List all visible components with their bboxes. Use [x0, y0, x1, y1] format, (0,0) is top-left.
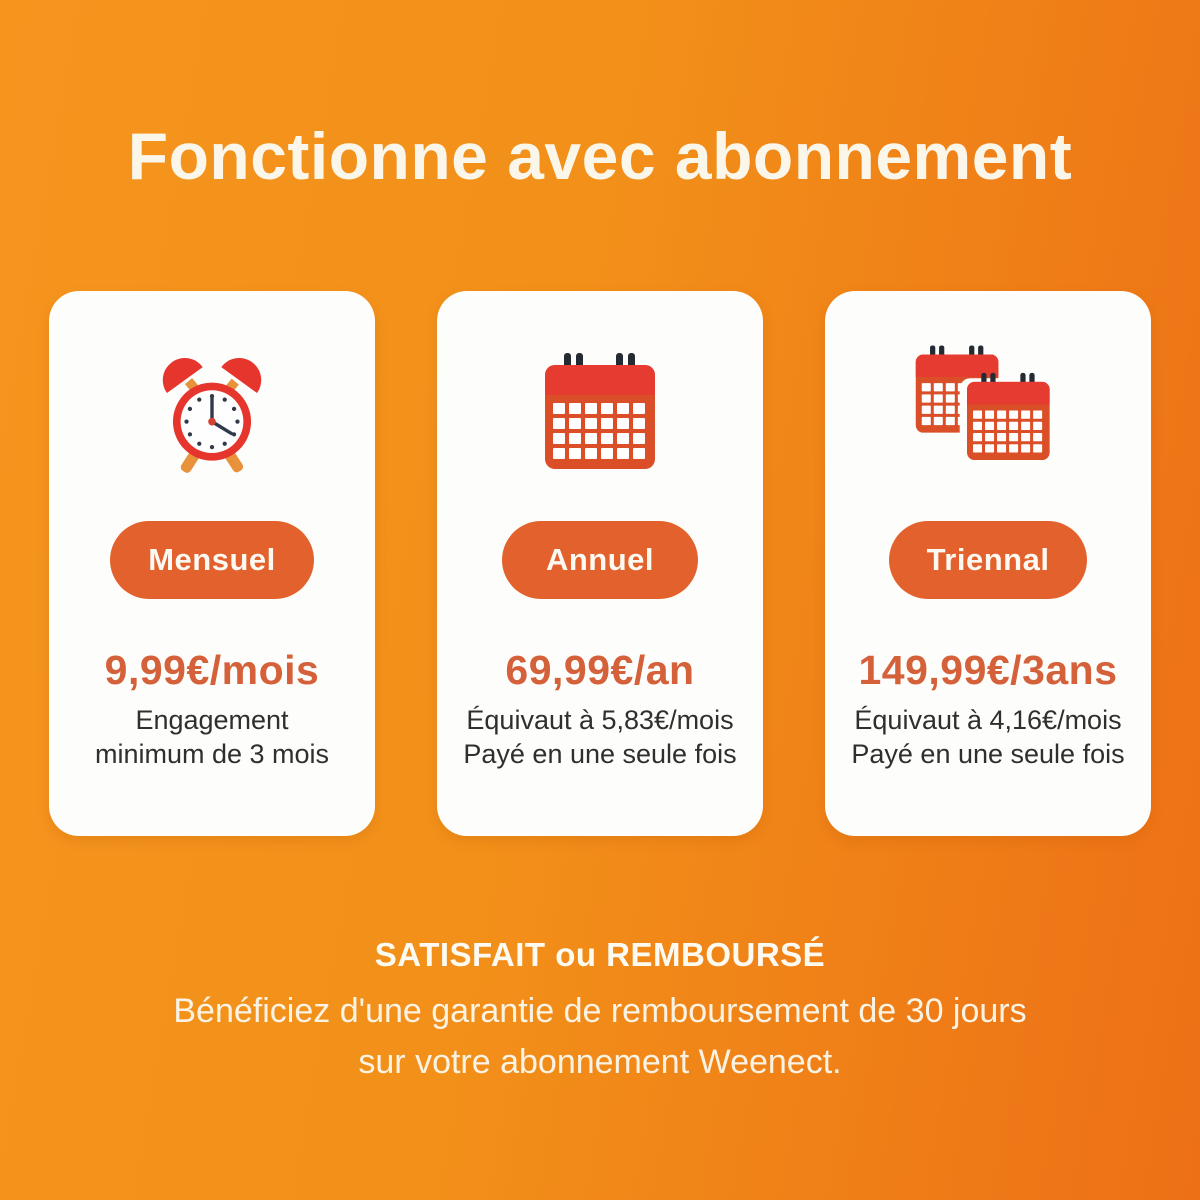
plan-desc-line: minimum de 3 mois — [94, 739, 330, 770]
plan-desc-triennal — [851, 704, 1124, 772]
plan-price-triennal: 149,99€/3ans — [858, 647, 1118, 694]
guarantee-section — [173, 936, 1026, 1088]
guarantee-line-2: sur votre abonnement Weenect. — [358, 1043, 842, 1082]
plan-desc-line: Équivaut à 4,16€/mois — [854, 705, 1122, 736]
plan-desc-line: Payé en une seule fois — [851, 739, 1125, 770]
plan-price-annuel: 69,99€/an — [505, 647, 695, 694]
plans-row — [49, 291, 1151, 836]
plan-card-annuel — [437, 291, 763, 836]
plan-label-annuel: Annuel — [502, 521, 698, 599]
plan-label-triennal: Triennal — [889, 521, 1088, 599]
plan-label-mensuel: Mensuel — [110, 521, 314, 599]
guarantee-line-1: Bénéficiez d'une garantie de remboursement de 30 jours — [173, 992, 1027, 1031]
plan-price-mensuel: 9,99€/mois — [104, 647, 320, 694]
plan-card-mensuel — [49, 291, 375, 836]
plan-desc-line: Équivaut à 5,83€/mois — [466, 705, 734, 736]
page-title: Fonctionne avec abonnement — [127, 119, 1073, 193]
plan-desc-line: Payé en une seule fois — [463, 739, 737, 770]
plan-desc-annuel — [463, 704, 736, 772]
guarantee-headline: SATISFAIT ou REMBOURSÉ — [374, 936, 826, 974]
alarm-clock-icon — [156, 341, 268, 487]
double-calendar-icon — [912, 341, 1064, 487]
plan-desc-mensuel — [95, 704, 329, 772]
calendar-icon — [540, 341, 660, 487]
plan-card-triennal — [825, 291, 1151, 836]
plan-desc-line: Engagement — [135, 705, 289, 736]
